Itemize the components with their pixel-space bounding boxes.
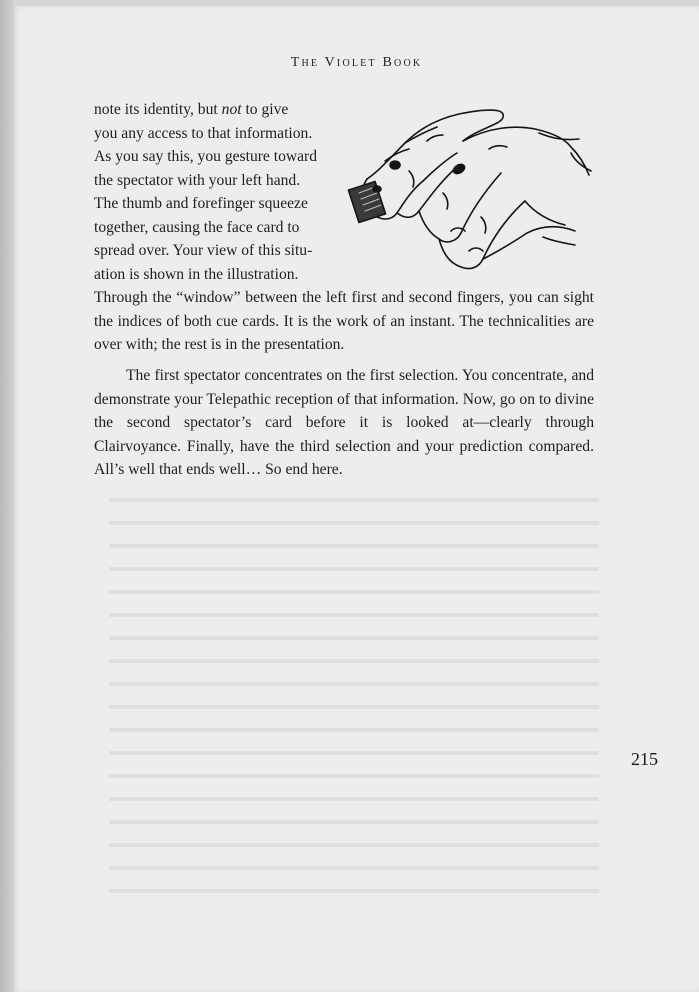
page-number: 215 xyxy=(631,749,658,769)
running-head: The Violet Book xyxy=(290,55,423,70)
page-gutter xyxy=(0,0,14,992)
book-page xyxy=(14,6,699,992)
column-line-6: together, causing the face card to xyxy=(94,218,300,236)
show-through-text xyxy=(109,484,599,904)
column-line-1: note its identity, but not to give xyxy=(94,101,289,118)
column-line-5: The thumb and forefinger squeeze xyxy=(94,195,308,212)
column-line-7: spread over. Your view of this situ- xyxy=(94,242,313,259)
column-line-2: you any access to that information. xyxy=(94,124,313,142)
column-line-8: ation is shown in the illustration. xyxy=(94,265,299,283)
column-line-4: the spectator with your left hand. xyxy=(94,171,301,189)
paragraph-continued: Through the “window” between the left first and second fingers, you can sight the indices of both cue cards. It is the work of an instant. The technicalities are over with; the rest is in the presentation. xyxy=(94,289,594,353)
hand-illustration xyxy=(339,101,594,276)
paragraph-2: The first spectator concentrates on the first selection. You concentrate, and demonstrate your Telepathic reception of that information. Now, go on to divine the second spectator’s card before it is looked at—clearly through Clairvoyance. Finally, have the third selection and your prediction compared. All’s well that ends well… So end here. xyxy=(94,367,594,478)
wrapped-column-text xyxy=(94,98,344,286)
column-line-3: As you say this, you gesture toward xyxy=(94,148,318,165)
